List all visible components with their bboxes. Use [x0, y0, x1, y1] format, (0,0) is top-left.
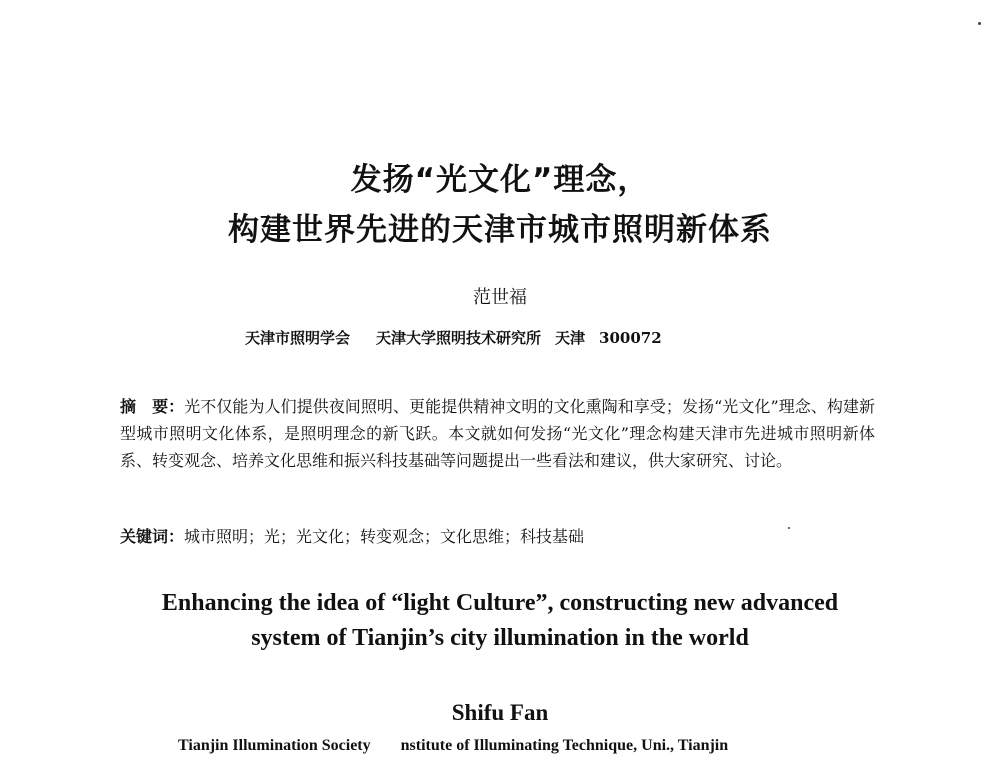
english-title-line-2: system of Tianjin’s city illumination in the world [251, 625, 749, 651]
affiliation-org-2: 天津大学照明技术研究所 [376, 329, 542, 347]
english-affiliation [178, 735, 728, 757]
english-affiliation-org-2: nstitute of Illuminating Technique, Uni., Tianjin [400, 737, 729, 754]
affiliation-city: 天津 [555, 329, 586, 347]
affiliation-org-1: 天津市照明学会 [245, 329, 351, 347]
keywords-text: 城市照明；光；光文化；转变观念；文化思维；科技基础 [184, 527, 585, 546]
english-author: Shifu Fan [451, 700, 549, 725]
chinese-affiliation [245, 327, 765, 349]
english-affiliation-org-1: Tianjin Illumination Society [178, 737, 371, 754]
affiliation-postcode: 300072 [599, 329, 662, 347]
chinese-title-line-2: 构建世界先进的天津市城市照明新体系 [228, 212, 772, 248]
keywords-label: 关键词： [120, 527, 185, 546]
english-title-line-1: Enhancing the idea of “light Culture”, constructing new advanced [161, 590, 839, 616]
abstract-label: 摘 要： [120, 397, 185, 416]
chinese-abstract [120, 393, 875, 474]
chinese-keywords [120, 525, 875, 549]
chinese-title-line-1: 发扬“光文化”理念， [350, 162, 650, 198]
chinese-author: 范世福 [473, 287, 527, 308]
abstract-text: 光不仅能为人们提供夜间照明、更能提供精神文明的文化熏陶和享受；发扬“光文化”理念、构建新型城市照明文化体系，是照明理念的新飞跃。本文就如何发扬“光文化”理念构建天津市先进城市照明新体系、转变观念、培养文化思维和振兴科技基础等问题提出一些看法和建议，供大家研究、讨论。 [120, 397, 875, 470]
scan-speck [978, 22, 981, 25]
